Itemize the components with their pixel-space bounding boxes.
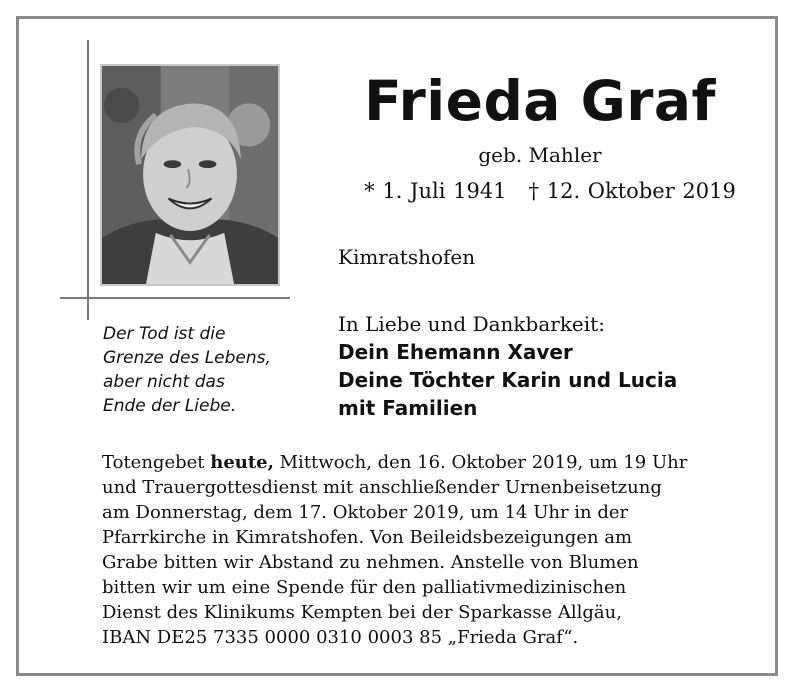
announcement-line (102, 450, 742, 475)
life-dates (340, 177, 760, 205)
deceased-name: Frieda Graf (364, 69, 716, 133)
signer-line: mit Familien (338, 396, 478, 420)
memorial-quote (103, 322, 303, 418)
announcement-suffix: Mittwoch, den 16. Oktober 2019, um 19 Uhr (273, 452, 688, 473)
signer-line: Deine Töchter Karin und Lucia (338, 368, 678, 392)
announcement-line: Pfarrkirche in Kimratshofen. Von Beileidsbezeigungen am (102, 527, 633, 548)
announcement-prefix: Totengebet (102, 452, 211, 473)
quote-line: Grenze des Lebens, (103, 348, 271, 368)
hometown: Kimratshofen (338, 245, 476, 269)
cross-horizontal-line (60, 297, 290, 299)
quote-line: Ende der Liebe. (103, 396, 237, 416)
signers-block (338, 310, 677, 422)
announcement-line: Grabe bitten wir Abstand zu nehmen. Anstelle von Blumen (102, 552, 639, 573)
announcement-line: bitten wir um eine Spende für den palliativmedizinischen (102, 577, 627, 598)
death-date: 12. Oktober 2019 (546, 179, 736, 203)
portrait-photo (100, 64, 280, 286)
service-announcement (102, 450, 742, 650)
announcement-line: und Trauergottesdienst mit anschließender Urnenbeisetzung (102, 477, 662, 498)
birth-symbol: * (364, 179, 375, 203)
maiden-name: geb. Mahler (478, 143, 602, 167)
quote-line: Der Tod ist die (103, 324, 226, 344)
death-symbol: † (528, 179, 540, 203)
announcement-line: am Donnerstag, dem 17. Oktober 2019, um 14 Uhr in der (102, 502, 629, 523)
birth-date: 1. Juli 1941 (382, 179, 507, 203)
announcement-line: IBAN DE25 7335 0000 0310 0003 85 „Frieda Graf“. (102, 627, 579, 648)
cross-vertical-line (87, 40, 89, 320)
quote-line: aber nicht das (103, 372, 225, 392)
signer-line: Dein Ehemann Xaver (338, 340, 573, 364)
signers-intro: In Liebe und Dankbarkeit: (338, 312, 605, 336)
announcement-line: Dienst des Klinikums Kempten bei der Sparkasse Allgäu, (102, 602, 622, 623)
announcement-emphasis: heute, (210, 452, 274, 473)
